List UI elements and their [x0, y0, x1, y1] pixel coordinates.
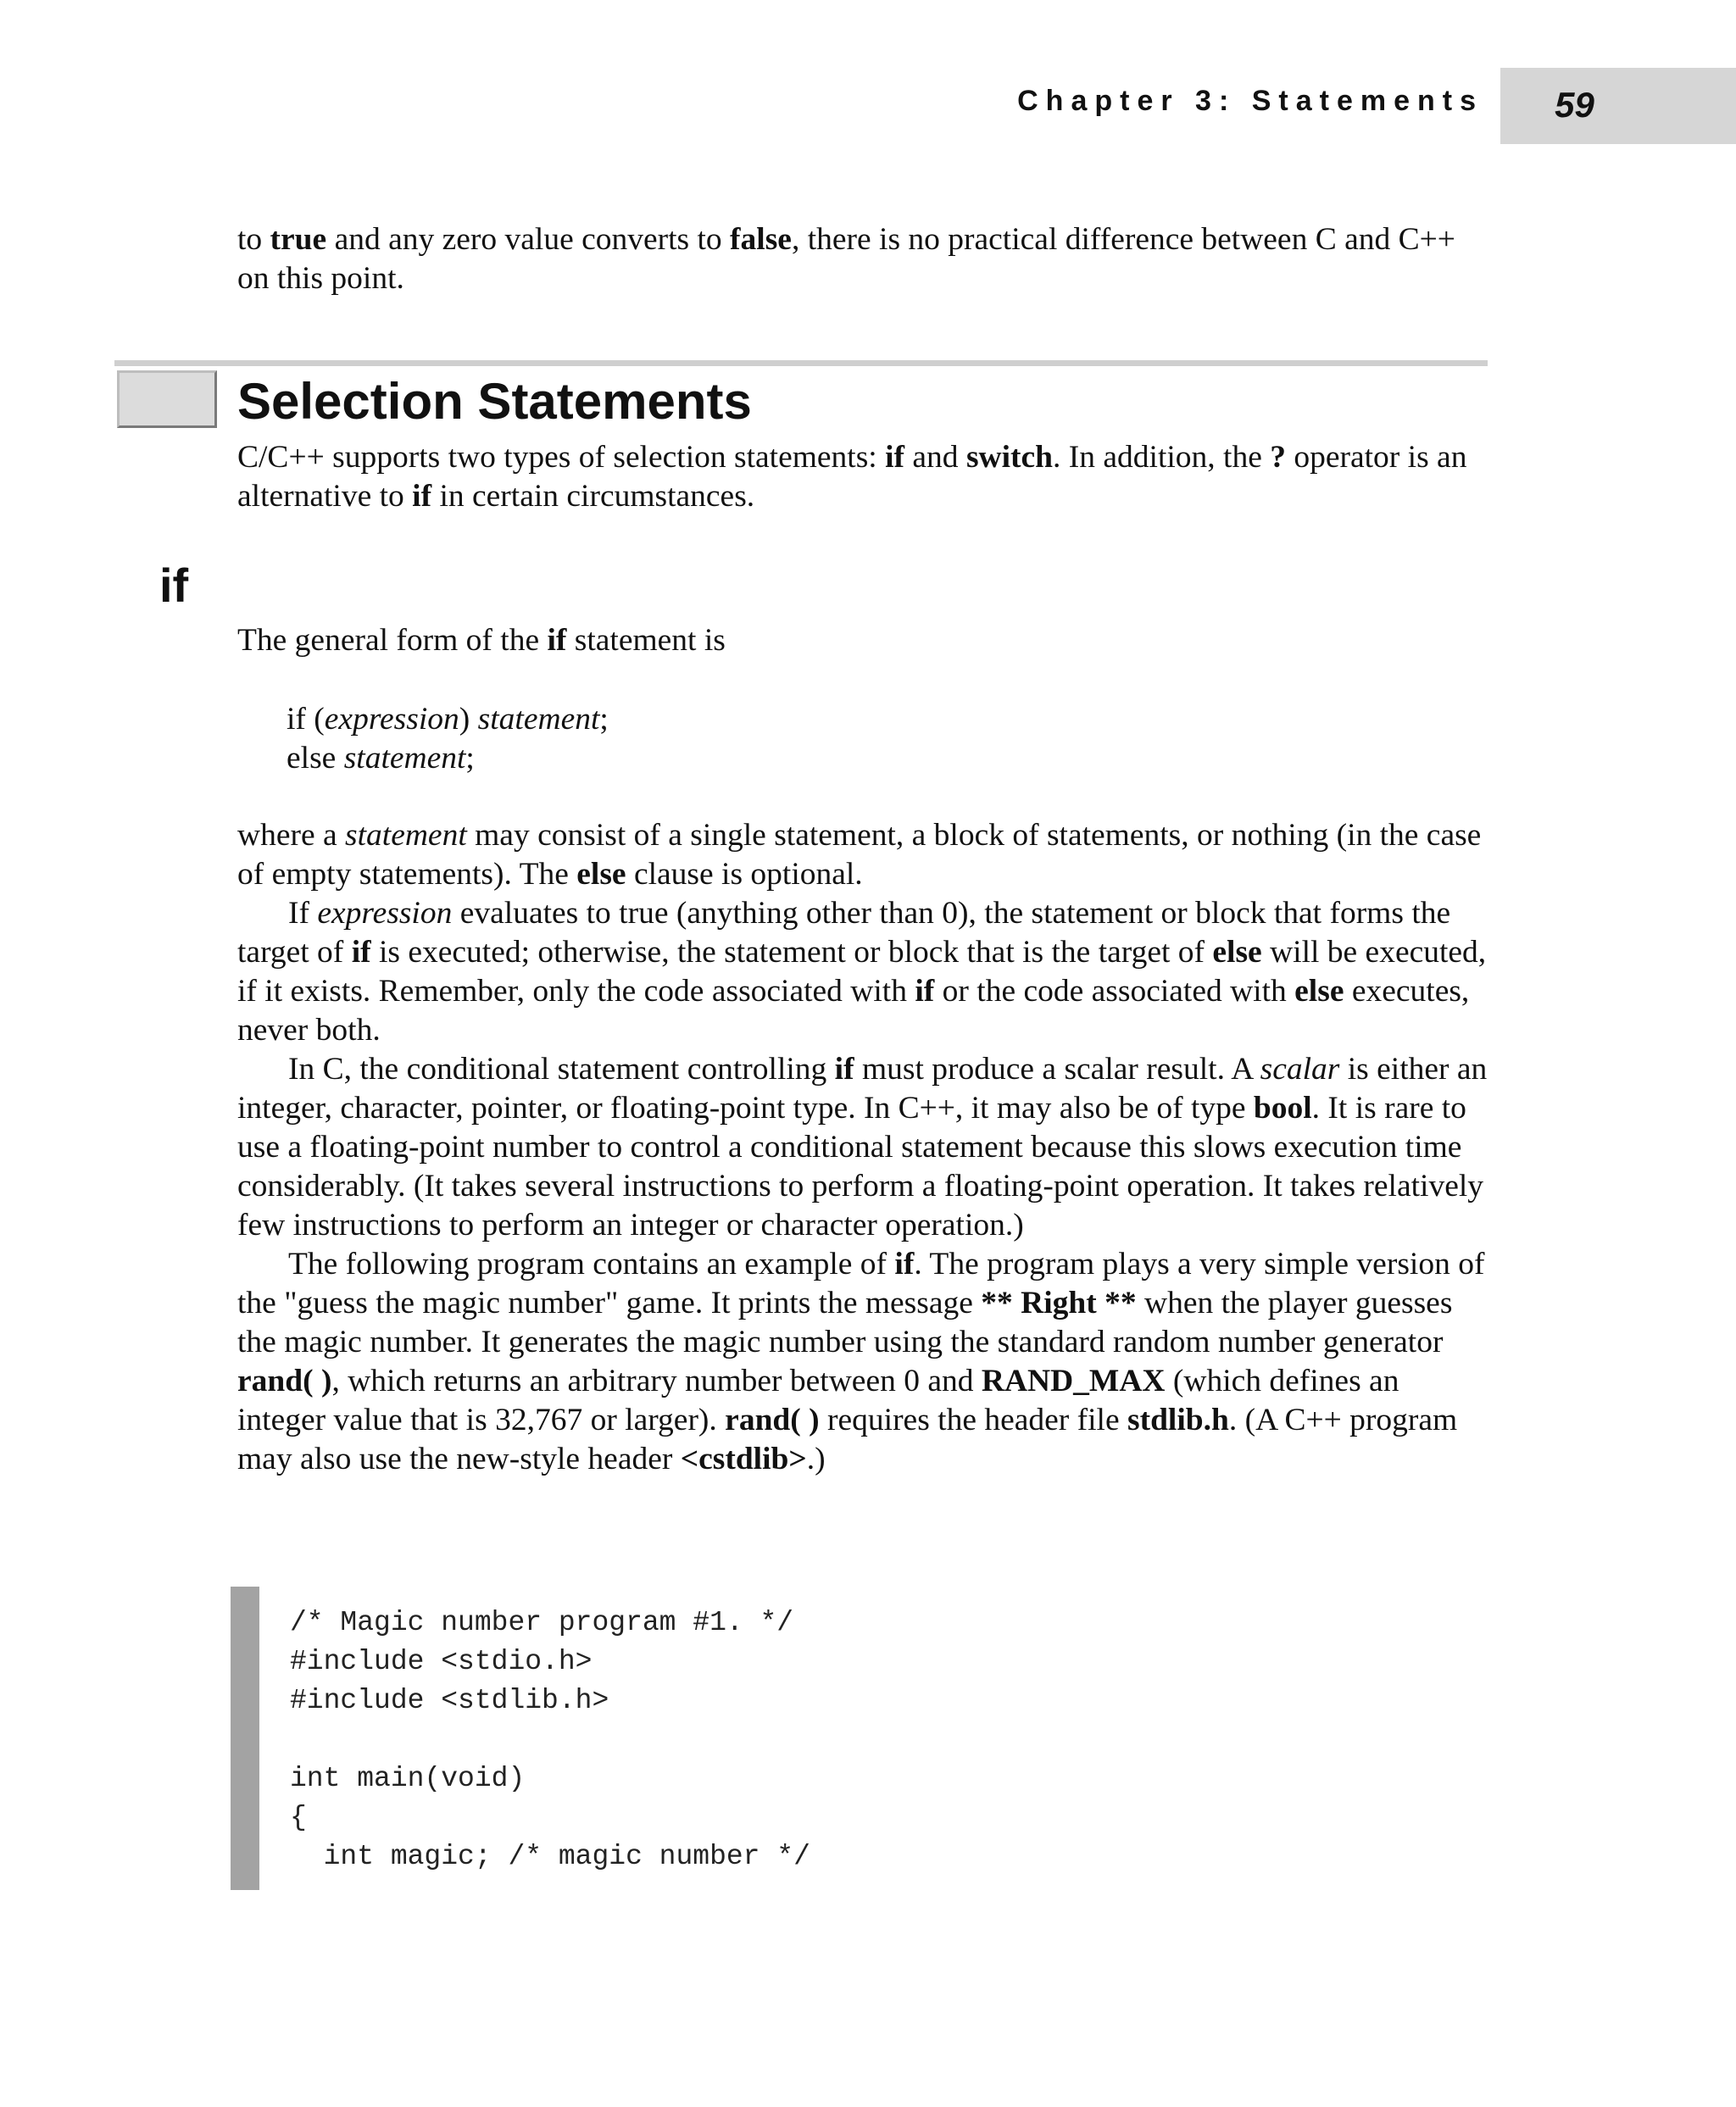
code-listing [290, 1604, 810, 1876]
section-title: Selection Statements [237, 373, 752, 430]
where-paragraph: where a statement may consist of a single statement, a block of statements, or nothing (in the case of empty statements). The else clause is optional. [237, 818, 1482, 892]
selection-intro-paragraph: C/C++ supports two types of selection statements: if and switch. In addition, the ? operator is an alternative to if in certain circumstances. [237, 440, 1467, 514]
page-number: 59 [1555, 85, 1594, 125]
if-body-text [237, 816, 1488, 1479]
code-line: int magic; /* magic number */ [290, 1841, 810, 1872]
scalar-paragraph: In C, the conditional statement controlling if must produce a scalar result. A scalar is either an integer, character, pointer, or floating-point type. In C++, it may also be of type bool. It is rare to use a floating-point number to control a conditional statement because this slows execution time considerably. (It takes several instructions to perform a floating-point operation. It takes relatively few instructions to perform an integer or character operation.) [237, 1052, 1488, 1243]
code-listing-bar [231, 1587, 259, 1890]
code-line: { [290, 1802, 307, 1833]
if-subheading: if [159, 559, 189, 612]
code-line: /* Magic number program #1. */ [290, 1607, 794, 1638]
section-marker [117, 370, 217, 428]
program-paragraph: The following program contains an example of if. The program plays a very simple version of the "guess the magic number" game. It prints the message ** Right ** when the player guesses the magic number. It generates the magic number using the standard random number generator rand( ), which returns an arbitrary number between 0 and RAND_MAX (which defines an integer value that is 32,767 or larger). rand( ) requires the header file stdlib.h. (A C++ program may also use the new-style header <cstdlib>.) [237, 1247, 1485, 1476]
running-head: Chapter 3: Statements [1017, 85, 1483, 117]
if-syntax-block [287, 700, 609, 778]
code-line [290, 1721, 810, 1760]
syntax-line-if: if (expression) statement; [287, 702, 609, 737]
general-form-paragraph: The general form of the if statement is [237, 623, 726, 658]
code-line: #include <stdlib.h> [290, 1685, 609, 1716]
section-rule [114, 360, 1488, 366]
page-number-tab [1500, 68, 1736, 144]
code-line: int main(void) [290, 1763, 526, 1794]
intro-paragraph: to true and any zero value converts to false, there is no practical difference between C and C++ on this point. [237, 222, 1455, 296]
evaluation-paragraph: If expression evaluates to true (anything other than 0), the statement or block that forms the target of if is executed; otherwise, the statement or block that is the target of else will be executed, if it exists. Remember, only the code associated with if or the code associated with else executes, never both. [237, 896, 1487, 1048]
code-line: #include <stdio.h> [290, 1646, 593, 1677]
syntax-line-else: else statement; [287, 741, 475, 776]
